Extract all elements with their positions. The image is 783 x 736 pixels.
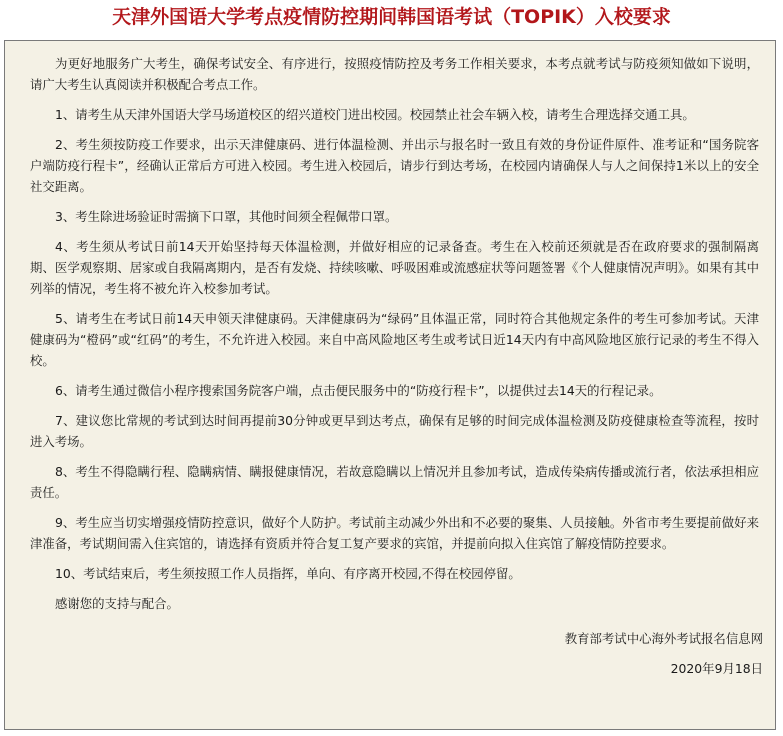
notice-panel	[4, 40, 776, 730]
item-1-paragraph: 1、请考生从天津外国语大学马场道校区的绍兴道校门进出校园。校园禁止社会车辆入校，请考生合理选择交通工具。	[55, 107, 695, 122]
closing-paragraph: 感谢您的支持与配合。	[55, 596, 179, 611]
item-3-paragraph: 3、考生除进场验证时需摘下口罩，其他时间须全程佩带口罩。	[55, 209, 398, 224]
item-9-paragraph: 9、考生应当切实增强疫情防控意识，做好个人防护。考试前主动减少外出和不必要的聚集、人员接触。外省市考生要提前做好来津准备，考试期间需入住宾馆的，请选择有资质并符合复工复产要求的宾馆，并提前向拟入住宾馆了解疫情防控要求。	[30, 515, 759, 551]
intro-paragraph: 为更好地服务广大考生，确保考试安全、有序进行，按照疫情防控及考务工作相关要求，本考点就考试与防疫须知做如下说明，请广大考生认真阅读并积极配合考点工作。	[30, 56, 759, 92]
signature: 教育部考试中心海外考试报名信息网	[564, 631, 763, 646]
date: 2020年9月18日	[670, 661, 763, 676]
item-10-paragraph: 10、考试结束后，考生须按照工作人员指挥，单向、有序离开校园,不得在校园停留。	[55, 566, 521, 581]
item-6-paragraph: 6、请考生通过微信小程序搜索国务院客户端，点击便民服务中的“防疫行程卡”，以提供过去14天的行程记录。	[55, 383, 662, 398]
page-title: 天津外国语大学考点疫情防控期间韩国语考试（TOPIK）入校要求	[112, 6, 671, 28]
item-2-paragraph: 2、考生须按防疫工作要求，出示天津健康码、进行体温检测、并出示与报名时一致且有效的身份证件原件、准考证和“国务院客户端防疫行程卡”，经确认正常后方可进入校园。考生进入校园后，请步行到达考场，在校园内请确保人与人之间保持1米以上的安全社交距离。	[30, 137, 759, 194]
item-4-paragraph: 4、考生须从考试日前14天开始坚持每天体温检测，并做好相应的记录备查。考生在入校前还须就是否在政府要求的强制隔离期、医学观察期、居家或自我隔离期内，是否有发烧、持续咳嗽、呼吸困难或流感症状等问题签署《个人健康情况声明》。如果有其中列举的情况，考生将不被允许入校参加考试。	[30, 239, 759, 296]
item-8-paragraph: 8、考生不得隐瞒行程、隐瞒病情、瞒报健康情况，若故意隐瞒以上情况并且参加考试，造成传染病传播或流行者，依法承担相应责任。	[30, 464, 759, 500]
item-5-paragraph: 5、请考生在考试日前14天申领天津健康码。天津健康码为“绿码”且体温正常，同时符合其他规定条件的考生可参加考试。天津健康码为“橙码”或“红码”的考生，不允许进入校园。来自中高风险地区考生或考试日近14天内有中高风险地区旅行记录的考生不得入校。	[30, 311, 759, 368]
item-7-paragraph: 7、建议您比常规的考试到达时间再提前30分钟或更早到达考点，确保有足够的时间完成体温检测及防疫健康检查等流程，按时进入考场。	[30, 413, 759, 449]
